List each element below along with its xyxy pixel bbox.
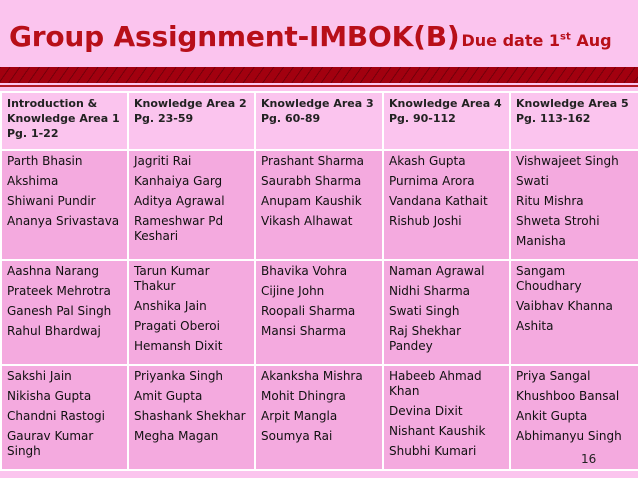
- member-name: Saurabh Sharma: [261, 174, 362, 188]
- group-cell: [255, 365, 383, 470]
- member-name: Rahul Bhardwaj: [7, 324, 101, 339]
- member-name: Mohit Dhingra: [261, 389, 346, 404]
- member-name: Anshika Jain: [134, 299, 207, 314]
- member-name: Rishub Joshi: [389, 214, 462, 228]
- group-cell: [1, 150, 128, 260]
- member-name: Amit Gupta: [134, 389, 203, 404]
- group-cell: [128, 365, 255, 470]
- member-name: Ganesh Pal Singh: [7, 304, 112, 319]
- member-name: Kanhaiya Garg: [134, 174, 223, 188]
- member-name: Soumya Rai: [261, 429, 333, 444]
- member-name: Sangam Choudhary: [516, 264, 582, 294]
- member-name: Anupam Kaushik: [261, 194, 362, 208]
- member-name: Khushboo Bansal: [516, 389, 620, 404]
- member-name: Gaurav Kumar Singh: [7, 429, 94, 459]
- group-cell: [510, 150, 638, 260]
- table-row: [1, 260, 638, 365]
- assignment-table: [0, 91, 638, 471]
- member-name: Prashant Sharma: [261, 154, 364, 168]
- member-name: Pragati Oberoi: [134, 319, 220, 334]
- member-name: Tarun Kumar Thakur: [134, 264, 210, 294]
- member-name: Hemansh Dixit: [134, 339, 223, 354]
- decorative-divider: [0, 85, 638, 87]
- header-text: Pg. 113-162: [516, 112, 591, 125]
- column-header-5: [510, 92, 638, 150]
- member-name: Akash Gupta: [389, 154, 466, 168]
- title-main: Group Assignment-IMBOK(B): [9, 20, 460, 53]
- group-cell: [128, 260, 255, 365]
- column-header-2: [128, 92, 255, 150]
- member-name: Shweta Strohi: [516, 214, 600, 228]
- member-name: Devina Dixit: [389, 404, 463, 419]
- member-name: Swati Singh: [389, 304, 460, 319]
- member-name: Abhimanyu Singh: [516, 429, 622, 444]
- column-header-4: [383, 92, 510, 150]
- slide-title: [9, 20, 612, 53]
- member-name: Purnima Arora: [389, 174, 475, 188]
- member-name: Vandana Kathait: [389, 194, 488, 208]
- group-cell: [1, 365, 128, 470]
- member-name: Chandni Rastogi: [7, 409, 105, 424]
- member-name: Prateek Mehrotra: [7, 284, 111, 299]
- member-name: Vikash Alhawat: [261, 214, 353, 228]
- header-text: Introduction &: [7, 97, 98, 110]
- member-name: Akshima: [7, 174, 59, 188]
- member-name: Swati: [516, 174, 549, 188]
- member-name: Priyanka Singh: [134, 369, 224, 384]
- group-cell: [255, 150, 383, 260]
- member-name: Aditya Agrawal: [134, 194, 225, 208]
- member-name: Cijine John: [261, 284, 325, 299]
- member-name: Nishant Kaushik: [389, 424, 486, 439]
- header-text: Pg. 90-112: [389, 112, 456, 125]
- header-text: Knowledge Area 3: [261, 97, 374, 110]
- table-row: [1, 365, 638, 470]
- member-name: Shashank Shekhar: [134, 409, 246, 424]
- member-name: Shubhi Kumari: [389, 444, 477, 459]
- table-row: [1, 150, 638, 260]
- member-name: Ritu Mishra: [516, 194, 584, 208]
- member-name: Aashna Narang: [7, 264, 100, 279]
- group-cell: [383, 365, 510, 470]
- member-name: Manisha: [516, 234, 566, 248]
- header-text: Knowledge Area 2: [134, 97, 247, 110]
- member-name: Mansi Sharma: [261, 324, 347, 339]
- group-cell: [510, 365, 638, 470]
- column-header-1: [1, 92, 128, 150]
- group-cell: [128, 150, 255, 260]
- group-cell: [383, 260, 510, 365]
- member-name: Ashita: [516, 319, 554, 334]
- member-name: Raj Shekhar Pandey: [389, 324, 462, 354]
- member-name: Arpit Mangla: [261, 409, 338, 424]
- member-name: Vaibhav Khanna: [516, 299, 613, 314]
- member-name: Ananya Srivastava: [7, 214, 120, 228]
- decorative-band: [0, 67, 638, 83]
- member-name: Roopali Sharma: [261, 304, 356, 319]
- member-name: Ankit Gupta: [516, 409, 588, 424]
- table-body: [1, 150, 638, 470]
- group-cell: [1, 260, 128, 365]
- member-name: Jagriti Rai: [134, 154, 192, 168]
- member-name: Vishwajeet Singh: [516, 154, 619, 168]
- member-name: Bhavika Vohra: [261, 264, 348, 279]
- member-name: Habeeb Ahmad Khan: [389, 369, 482, 399]
- member-name: Megha Magan: [134, 429, 219, 444]
- header-text: Knowledge Area 5: [516, 97, 629, 110]
- member-name: Shiwani Pundir: [7, 194, 96, 208]
- member-name: Nikisha Gupta: [7, 389, 92, 404]
- header-text: Pg. 23-59: [134, 112, 194, 125]
- group-cell: [383, 150, 510, 260]
- header-text: Knowledge Area 1: [7, 112, 120, 125]
- header-text: Knowledge Area 4: [389, 97, 502, 110]
- header-row: [1, 92, 638, 150]
- member-name: Nidhi Sharma: [389, 284, 471, 299]
- due-date: [462, 31, 612, 50]
- due-date-suffix: Aug: [570, 31, 612, 50]
- member-name: Sakshi Jain: [7, 369, 72, 384]
- header-text: Pg. 60-89: [261, 112, 321, 125]
- due-date-prefix: Due date 1: [461, 31, 561, 50]
- group-cell: [510, 260, 638, 365]
- group-cell: [255, 260, 383, 365]
- page-number: 16: [581, 452, 597, 466]
- column-header-3: [255, 92, 383, 150]
- member-name: Parth Bhasin: [7, 154, 83, 168]
- header-text: Pg. 1-22: [7, 127, 59, 140]
- member-name: Rameshwar Pd Keshari: [134, 214, 224, 243]
- due-date-sup: st: [560, 31, 571, 43]
- member-name: Priya Sangal: [516, 369, 591, 384]
- member-name: Akanksha Mishra: [261, 369, 363, 384]
- member-name: Naman Agrawal: [389, 264, 485, 279]
